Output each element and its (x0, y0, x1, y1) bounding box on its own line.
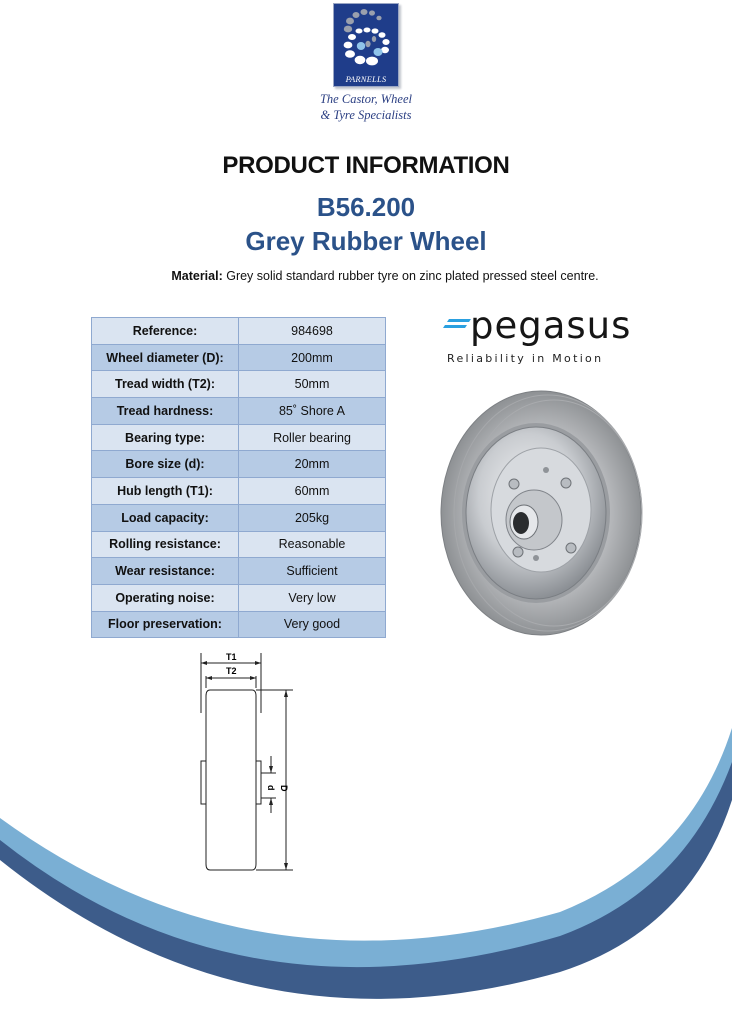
table-row (92, 424, 386, 451)
spec-label: Operating noise: (92, 584, 239, 611)
spec-value: 20mm (239, 451, 386, 478)
dim-label-d-large: D (279, 785, 289, 792)
dim-label-t1: T1 (226, 652, 237, 662)
spec-value: 50mm (239, 371, 386, 398)
spec-value: Roller bearing (239, 424, 386, 451)
spec-value: Reasonable (239, 531, 386, 558)
product-name: Grey Rubber Wheel (245, 226, 487, 256)
spec-label: Bearing type: (92, 424, 239, 451)
table-row (92, 584, 386, 611)
spec-label: Bore size (d): (92, 451, 239, 478)
material-description (0, 269, 732, 283)
table-row (92, 451, 386, 478)
table-row (92, 398, 386, 425)
logo-name: PARNELLS (345, 74, 387, 84)
wheel-photo (436, 388, 646, 643)
spec-table (91, 317, 386, 638)
product-code: B56.200 (316, 192, 416, 222)
spec-label: Hub length (T1): (92, 478, 239, 505)
tagline-line-1: The Castor, Wheel (319, 92, 412, 106)
spec-label: Tread width (T2): (92, 371, 239, 398)
spec-value: 984698 (239, 318, 386, 345)
table-row (92, 344, 386, 371)
spec-value: Very low (239, 584, 386, 611)
spec-label: Tread hardness: (92, 398, 239, 425)
spiral-dots-icon (334, 4, 398, 72)
table-row (92, 558, 386, 585)
parnells-logo (333, 3, 399, 87)
table-row (92, 611, 386, 638)
page-title: PRODUCT INFORMATION (222, 152, 510, 179)
spec-label: Floor preservation: (92, 611, 239, 638)
spec-value: 85˚ Shore A (239, 398, 386, 425)
spec-value: Very good (239, 611, 386, 638)
spec-label: Wear resistance: (92, 558, 239, 585)
spec-label: Reference: (92, 318, 239, 345)
spec-value: Sufficient (239, 558, 386, 585)
pegasus-slogan: Reliability in Motion (447, 352, 604, 365)
table-row (92, 531, 386, 558)
material-text: Grey solid standard rubber tyre on zinc plated pressed steel centre. (222, 269, 599, 283)
table-row (92, 318, 386, 345)
spec-value: 60mm (239, 478, 386, 505)
spec-value: 200mm (239, 344, 386, 371)
table-row (92, 504, 386, 531)
dim-label-t2: T2 (226, 666, 237, 676)
decorative-swoosh (0, 700, 732, 1024)
spec-label: Rolling resistance: (92, 531, 239, 558)
table-row (92, 478, 386, 505)
pegasus-logo-text: pegasus (470, 304, 632, 347)
spec-label: Load capacity: (92, 504, 239, 531)
spec-value: 205kg (239, 504, 386, 531)
dim-label-d-small: d (266, 785, 276, 791)
pegasus-stripes-icon (443, 318, 473, 332)
material-label: Material: (171, 269, 223, 283)
table-row (92, 371, 386, 398)
tagline-line-2: & Tyre Specialists (320, 108, 412, 122)
spec-label: Wheel diameter (D): (92, 344, 239, 371)
